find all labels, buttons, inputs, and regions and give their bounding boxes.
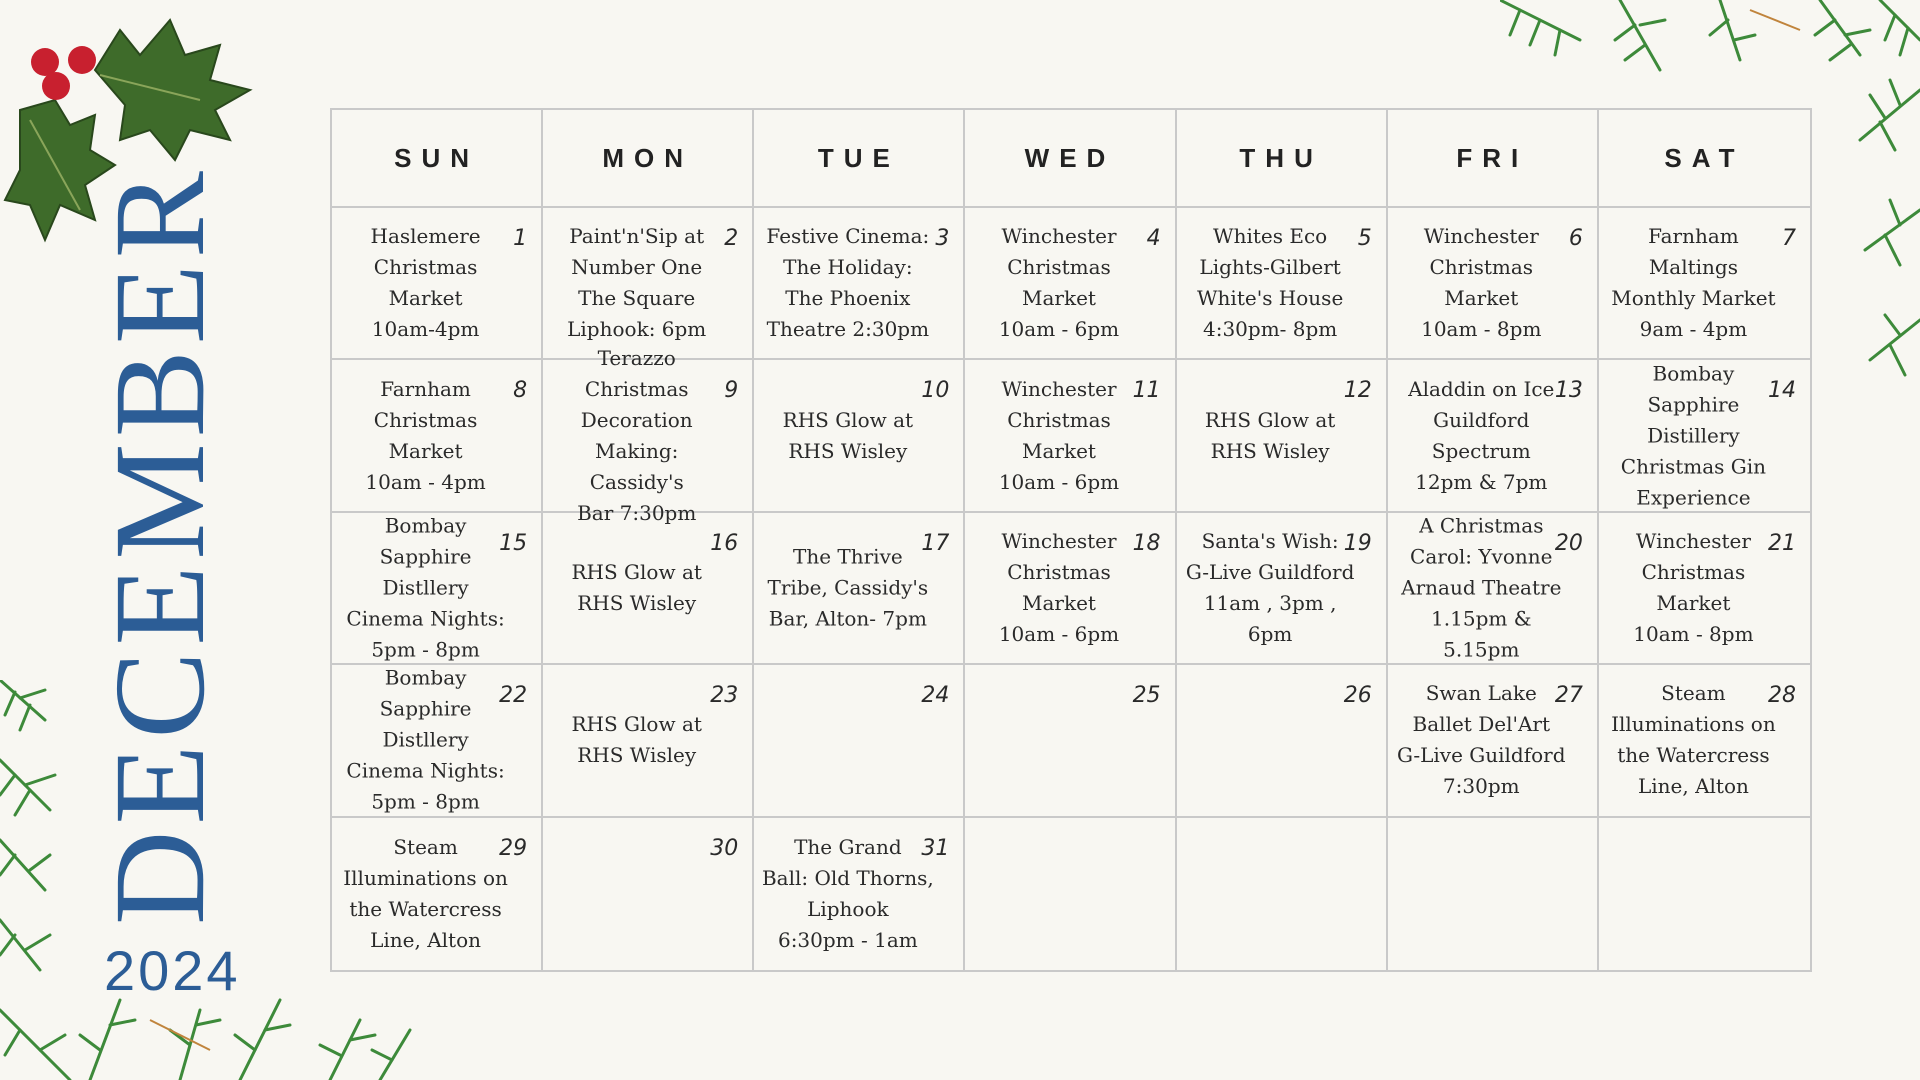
day-cell-empty [965,818,1176,970]
day-header-fri: FRI [1388,110,1599,208]
event-text: Winchester Christmas Market 10am - 8pm [1633,528,1754,646]
day-cell [543,513,754,665]
day-number: 29 [499,835,528,861]
event-text: Santa's Wish: G-Live Guildford 11am , 3pm , 6pm [1185,528,1355,646]
event-text: RHS Glow at RHS Wisley [571,559,702,615]
event-text: Farnham Christmas Market 10am - 4pm [365,376,486,494]
day-number: 26 [1343,683,1372,709]
day-number: 17 [921,530,950,556]
event-text: RHS Glow at RHS Wisley [782,407,914,463]
day-number: 31 [921,835,950,861]
day-number: 19 [1343,530,1372,556]
day-cell [754,513,965,665]
day-number: 30 [710,835,739,861]
day-cell [1177,513,1388,665]
day-cell [965,665,1176,817]
event-text: The Grand Ball: Old Thorns, Liphook 6:30pm - 1am [761,834,934,952]
event-text: Terazzo Christmas Decoration Making: Cassidy's Bar 7:30pm [577,345,697,525]
day-number: 25 [1132,683,1161,709]
day-cell [332,818,543,970]
day-number: 12 [1343,378,1372,404]
event-text: Steam Illuminations on the Watercress Line, Alton [1611,681,1776,799]
day-cell-empty [1388,818,1599,970]
event-text: Paint'n'Sip at Number One The Square Liphook: 6pm [567,224,707,342]
day-number: 9 [724,378,739,404]
day-number: 28 [1767,683,1796,709]
day-cell [543,665,754,817]
pine-decoration-right [1850,60,1920,390]
day-number: 13 [1554,378,1583,404]
day-cell [332,665,543,817]
day-cell [332,360,543,512]
day-number: 11 [1132,378,1161,404]
day-number: 14 [1767,378,1796,404]
day-cell [543,818,754,970]
day-header-thu: THU [1177,110,1388,208]
day-cell [1599,360,1810,512]
day-cell [1177,208,1388,360]
day-header-wed: WED [965,110,1176,208]
calendar-grid [330,108,1812,972]
day-number: 3 [935,226,950,251]
event-text: Bombay Sapphire Distillery Christmas Gin Experience [1620,361,1767,510]
day-cell [1177,665,1388,817]
event-text: Festive Cinema: The Holiday: The Phoenix Theatre 2:30pm [766,224,930,342]
day-header-sun: SUN [332,110,543,208]
day-cell [965,208,1176,360]
day-number: 2 [724,226,739,251]
day-number: 16 [710,530,739,556]
day-number: 24 [921,683,950,709]
day-header-mon: MON [543,110,754,208]
event-text: Winchester Christmas Market 10am - 8pm [1421,224,1542,342]
day-number: 21 [1767,530,1796,556]
day-cell [965,513,1176,665]
day-cell [754,665,965,817]
event-text: Haslemere Christmas Market 10am-4pm [370,224,481,342]
day-number: 6 [1568,226,1583,251]
day-number: 8 [513,378,528,404]
day-cell [1388,513,1599,665]
event-text: The Thrive Tribe, Cassidy's Bar, Alton- 7pm [767,544,929,631]
day-cell [754,208,965,360]
day-cell [1599,665,1810,817]
event-text: RHS Glow at RHS Wisley [1204,407,1336,463]
day-cell [965,360,1176,512]
day-cell [543,345,754,525]
day-number: 15 [499,530,528,556]
day-cell [1388,208,1599,360]
day-cell [754,818,965,970]
day-cell [1388,665,1599,817]
event-text: Steam Illuminations on the Watercress Line, Alton [343,834,508,952]
day-cell [1177,360,1388,512]
day-cell [1599,513,1810,665]
day-number: 23 [710,683,739,709]
event-text: RHS Glow at RHS Wisley [571,712,702,768]
day-cell [1599,208,1810,360]
day-cell [754,360,965,512]
day-number: 1 [513,226,528,251]
event-text: Bombay Sapphire Distllery Cinema Nights: 5pm - 8pm [346,665,505,814]
day-number: 22 [499,683,528,709]
event-text: Swan Lake Ballet Del'Art G-Live Guildford 7:30pm [1397,681,1566,799]
event-text: Bombay Sapphire Distllery Cinema Nights: 5pm - 8pm [346,513,505,662]
event-text: Winchester Christmas Market 10am - 6pm [998,528,1120,646]
event-text: Whites Eco Lights-Gilbert White's House 4:30pm- 8pm [1196,224,1344,342]
event-text: Winchester Christmas Market 10am - 6pm [998,376,1120,494]
year-label: 2024 [104,939,241,1002]
day-number: 4 [1146,226,1161,251]
day-number: 20 [1554,530,1583,556]
day-header-sat: SAT [1599,110,1810,208]
day-number: 10 [921,378,950,404]
day-header-tue: TUE [754,110,965,208]
event-text: Farnham Maltings Monthly Market 9am - 4pm [1611,224,1776,342]
day-cell [1388,360,1599,512]
day-cell [543,208,754,360]
day-number: 5 [1357,226,1372,251]
day-cell [332,513,543,665]
day-cell-empty [1177,818,1388,970]
event-text: Winchester Christmas Market 10am - 6pm [998,224,1120,342]
month-title [88,160,232,930]
day-cell-empty [1599,818,1810,970]
day-cell [332,208,543,360]
day-number: 18 [1132,530,1161,556]
day-number: 7 [1781,226,1796,251]
day-number: 27 [1554,683,1583,709]
month-label: DECEMBER [88,169,232,925]
event-text: A Christmas Carol: Yvonne Arnaud Theatre 1.15pm & 5.15pm [1401,513,1562,662]
event-text: Aladdin on Ice Guildford Spectrum 12pm & 7pm [1408,376,1555,494]
